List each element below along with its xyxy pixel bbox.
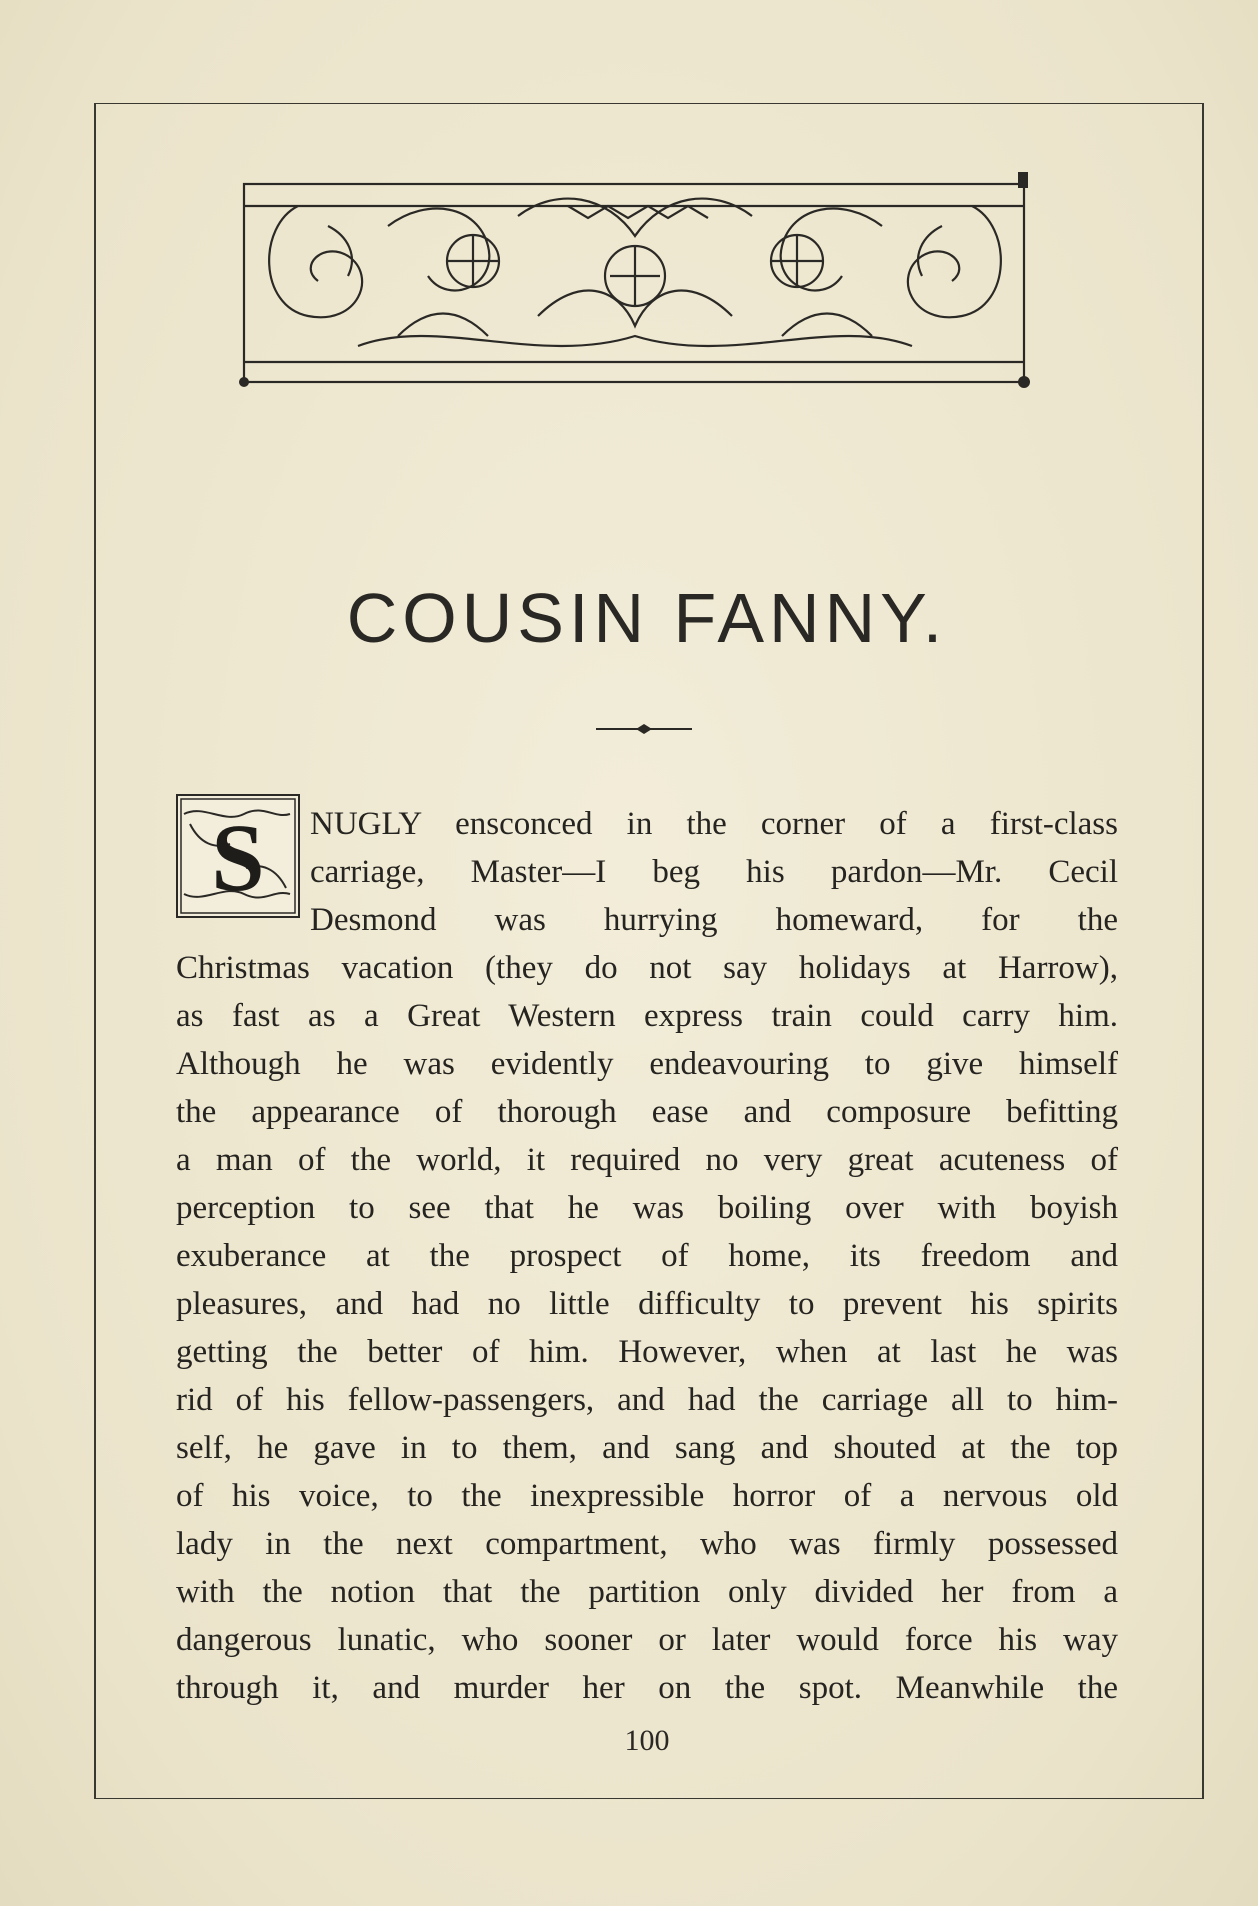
body-line: perception to see that he was boiling over with boyish — [176, 1190, 1118, 1226]
body-line: self, he gave in to them, and sang and shouted at the top — [176, 1430, 1118, 1466]
body-line: rid of his fellow-passengers, and had the carriage all to him- — [176, 1382, 1118, 1418]
page-number: 100 — [624, 1724, 670, 1757]
body-line: of his voice, to the inexpressible horror of a nervous old — [176, 1478, 1118, 1514]
body-line: with the notion that the partition only divided her from a — [176, 1574, 1118, 1610]
body-line: pleasures, and had no little difficulty to prevent his spirits — [176, 1286, 1118, 1322]
title-rule-ornament-icon — [596, 722, 692, 736]
body-line: Although he was evidently endeavouring to give himself — [176, 1046, 1118, 1082]
body-line: exuberance at the prospect of home, its freedom and — [176, 1238, 1118, 1274]
body-line: getting the better of him. However, when at last he was — [176, 1334, 1118, 1370]
body-line: Christmas vacation (they do not say holidays at Harrow), — [176, 950, 1118, 986]
chapter-title: COUSIN FANNY. — [346, 579, 948, 657]
body-line: through it, and murder her on the spot. Meanwhile the — [176, 1670, 1118, 1706]
body-line: carriage, Master—I beg his pardon—Mr. Cecil — [310, 854, 1118, 890]
body-line: lady in the next compartment, who was firmly possessed — [176, 1526, 1118, 1562]
body-text — [176, 800, 1118, 1712]
body-line: dangerous lunatic, who sooner or later would force his way — [176, 1622, 1118, 1658]
body-line: the appearance of thorough ease and composure befitting — [176, 1094, 1118, 1130]
drop-cap-letter: S — [211, 804, 265, 911]
body-line: as fast as a Great Western express train could carry him. — [176, 998, 1118, 1034]
ornamental-headpiece-icon — [238, 166, 1032, 392]
body-line: Desmond was hurrying homeward, for the — [310, 902, 1118, 938]
body-line: NUGLY ensconced in the corner of a first-class — [310, 806, 1118, 842]
body-line: a man of the world, it required no very great acuteness of — [176, 1142, 1118, 1178]
